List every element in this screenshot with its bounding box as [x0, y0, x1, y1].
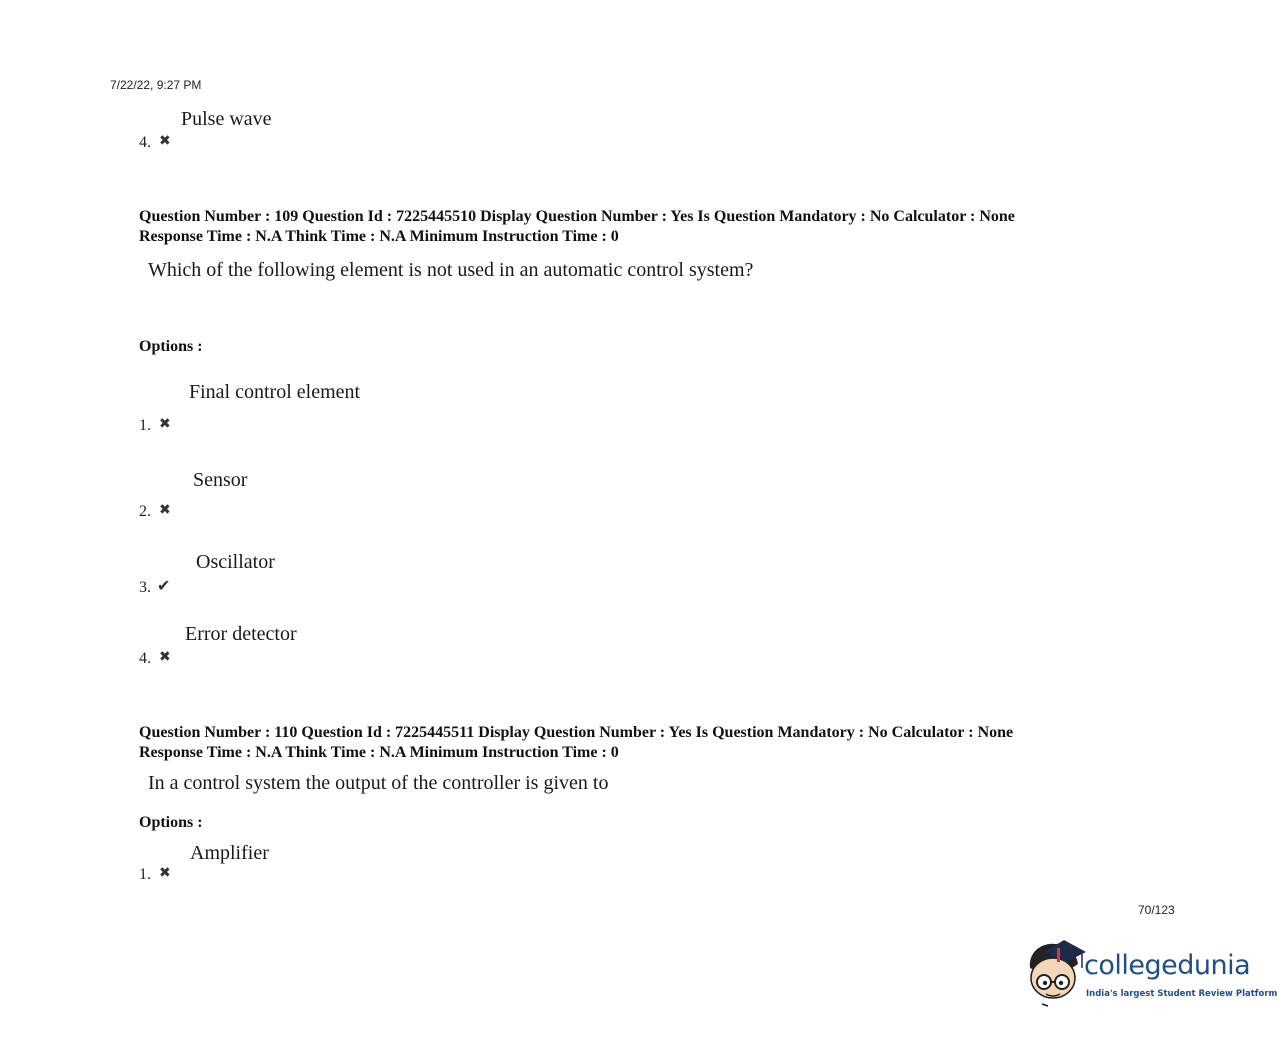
option-text: Sensor — [193, 469, 248, 491]
option-number: 2. — [139, 503, 151, 520]
page-number: 70/123 — [1138, 903, 1175, 917]
option-text: Final control element — [189, 381, 361, 403]
collegedunia-logo — [1024, 938, 1278, 1010]
question-text: In a control system the output of the controller is given to — [148, 772, 609, 794]
correct-check-icon: ✔ — [157, 576, 171, 595]
mascot-icon — [1024, 938, 1086, 1008]
option-number: 1. — [139, 866, 151, 883]
options-label: Options : — [139, 338, 203, 355]
print-timestamp: 7/22/22, 9:27 PM — [110, 78, 202, 92]
option-text: Pulse wave — [181, 108, 272, 130]
option-number: 4. — [139, 650, 151, 667]
option-number: 4. — [139, 134, 151, 151]
question-meta-line2: Response Time : N.A Think Time : N.A Minimum Instruction Time : 0 — [139, 228, 619, 245]
question-meta-line1: Question Number : 109 Question Id : 7225445510 Display Question Number : Yes Is Question Mandatory : No Calculator : None — [139, 208, 1015, 225]
option-number: 1. — [139, 417, 151, 434]
option-text: Error detector — [185, 623, 297, 645]
option-number: 3. — [139, 579, 151, 596]
question-meta-line2: Response Time : N.A Think Time : N.A Minimum Instruction Time : 0 — [139, 744, 619, 761]
wrong-mark-icon: ✖ — [159, 865, 171, 881]
logo-wordmark: collegedunia — [1084, 950, 1251, 981]
wrong-mark-icon: ✖ — [159, 649, 171, 665]
wrong-mark-icon: ✖ — [159, 502, 171, 518]
question-meta-line1: Question Number : 110 Question Id : 7225445511 Display Question Number : Yes Is Question Mandatory : No Calculator : None — [139, 724, 1014, 741]
question-text: Which of the following element is not used in an automatic control system? — [148, 259, 754, 281]
wrong-mark-icon: ✖ — [159, 133, 171, 149]
option-text: Oscillator — [196, 551, 275, 573]
logo-tagline: India's largest Student Review Platform — [1086, 989, 1278, 999]
option-text: Amplifier — [190, 842, 269, 864]
options-label: Options : — [139, 814, 203, 831]
wrong-mark-icon: ✖ — [159, 416, 171, 432]
